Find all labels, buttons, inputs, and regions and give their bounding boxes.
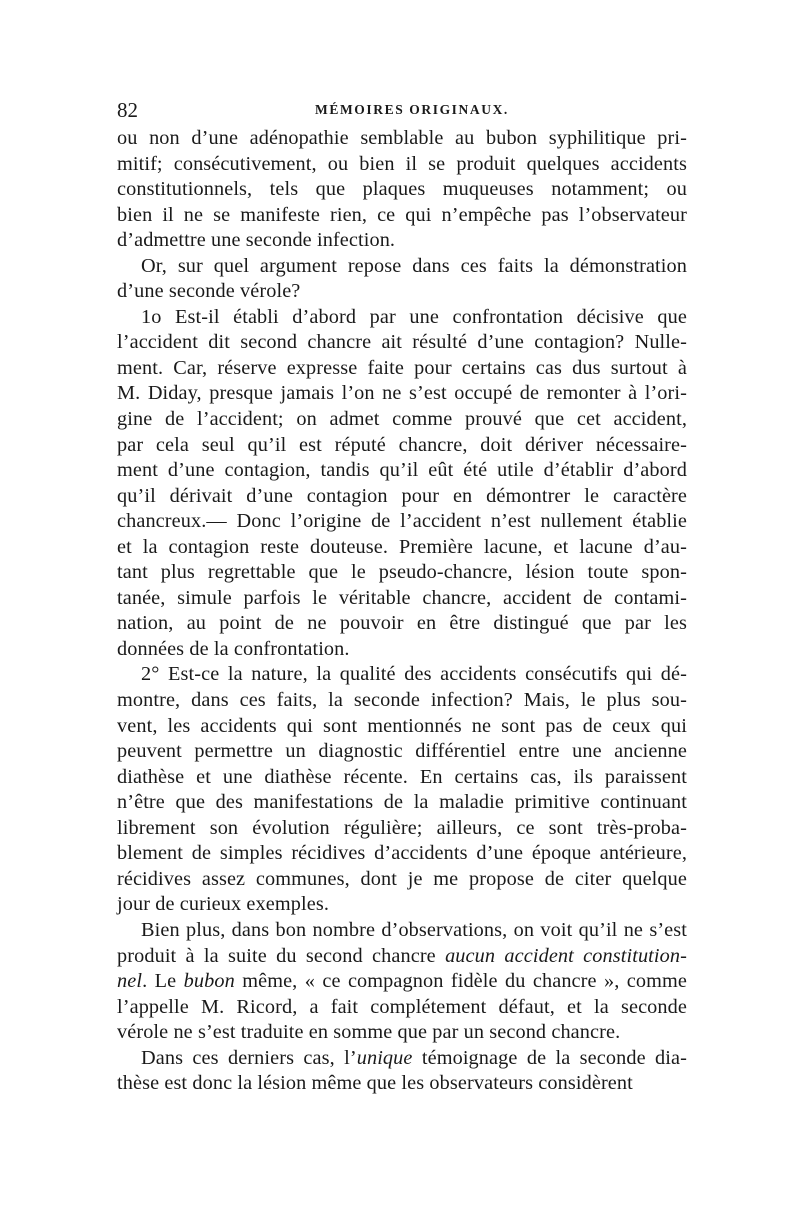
- text-line: [117, 918, 687, 944]
- text-line: [117, 867, 687, 893]
- text-line: [117, 739, 687, 765]
- text-span: jour de curieux exemples.: [117, 893, 329, 916]
- text-span: l’accident dit second chancre ait résulté d’une contagion? Nulle-: [117, 331, 687, 354]
- page-number: 82: [117, 98, 138, 122]
- text-line: [117, 969, 687, 995]
- text-line: [117, 688, 687, 714]
- text-line: [117, 484, 687, 510]
- text-line: [117, 509, 687, 535]
- running-title: MÉMOIRES ORIGINAUX.: [315, 102, 509, 117]
- body-text: [117, 126, 687, 1097]
- text-span: d’une seconde vérole?: [117, 280, 301, 303]
- text-span: et la contagion reste douteuse. Première lacune, et lacune d’au-: [117, 535, 687, 558]
- text-span: Or, sur quel argument repose dans ces faits la démonstration: [141, 254, 687, 277]
- text-line: [117, 841, 687, 867]
- text-line: [117, 662, 687, 688]
- text-span: librement son évolution régulière; ailleurs, ce sont très-proba-: [117, 816, 687, 839]
- text-line: [117, 790, 687, 816]
- text-line: [117, 1071, 687, 1097]
- text-span: nation, au point de ne pouvoir en être distingué que par les: [117, 612, 687, 635]
- text-span: blement de simples récidives d’accidents d’une époque antérieure,: [117, 842, 687, 865]
- text-line: [117, 433, 687, 459]
- text-span: ou non d’une adénopathie semblable au bubon syphilitique pri-: [117, 127, 687, 149]
- text-span: chancreux.— Donc l’origine de l’accident n’est nullement établie: [117, 510, 687, 533]
- text-span: tanée, simule parfois le véritable chancre, accident de contami-: [117, 586, 687, 609]
- text-span: thèse est donc la lésion même que les observateurs considèrent: [117, 1072, 633, 1095]
- text-span: montre, dans ces faits, la seconde infection? Mais, le plus sou-: [117, 689, 687, 712]
- text-line: [117, 714, 687, 740]
- text-span: l’appelle M. Ricord, a fait complétement défaut, et la seconde: [117, 995, 687, 1018]
- text-span: d’admettre une seconde infection.: [117, 229, 396, 252]
- page-header: [117, 98, 687, 122]
- italic-text-span: aucun accident constitution-: [445, 944, 687, 967]
- italic-text-span: nel: [117, 970, 143, 993]
- text-span: témoignage de la seconde dia-: [412, 1046, 687, 1069]
- text-line: [117, 177, 687, 203]
- text-line: [117, 203, 687, 229]
- text-line: [117, 254, 687, 280]
- text-line: [117, 228, 687, 254]
- text-line: [117, 381, 687, 407]
- text-span: constitutionnels, tels que plaques muqueuses notamment; ou: [117, 178, 687, 201]
- text-line: [117, 535, 687, 561]
- text-line: [117, 152, 687, 178]
- text-line: [117, 126, 687, 152]
- text-line: [117, 586, 687, 612]
- text-span: Dans ces derniers cas, l’: [141, 1046, 357, 1069]
- text-span: n’être que des manifestations de la maladie primitive continuant: [117, 791, 687, 814]
- text-span: 2° Est-ce la nature, la qualité des accidents consécutifs qui dé-: [141, 663, 687, 686]
- text-span: par cela seul qu’il est réputé chancre, doit dériver nécessaire-: [117, 433, 687, 456]
- text-line: [117, 611, 687, 637]
- text-span: peuvent permettre un diagnostic différentiel entre une ancienne: [117, 740, 687, 763]
- text-span: récidives assez communes, dont je me propose de citer quelque: [117, 867, 687, 890]
- text-span: vérole ne s’est traduite en somme que par un second chancre.: [117, 1021, 621, 1044]
- text-span: diathèse et une diathèse récente. En certains cas, ils paraissent: [117, 765, 687, 788]
- text-line: [117, 279, 687, 305]
- text-line: [117, 560, 687, 586]
- text-span: même, « ce compagnon fidèle du chancre », comme: [234, 970, 687, 993]
- text-line: [117, 1046, 687, 1072]
- text-line: [117, 995, 687, 1021]
- text-span: gine de l’accident; on admet comme prouvé que cet accident,: [117, 408, 687, 431]
- text-line: [117, 1020, 687, 1046]
- text-span: mitif; consécutivement, ou bien il se produit quelques accidents: [117, 152, 687, 175]
- text-span: 1o Est-il établi d’abord par une confrontation décisive que: [141, 305, 687, 328]
- text-span: . Le: [142, 970, 184, 993]
- italic-text-span: unique: [356, 1046, 413, 1069]
- text-span: M. Diday, presque jamais l’on ne s’est occupé de remonter à l’ori-: [117, 382, 687, 405]
- text-span: données de la confrontation.: [117, 637, 350, 660]
- text-span: tant plus regrettable que le pseudo-chancre, lésion toute spon-: [117, 561, 687, 584]
- text-span: ment. Car, réserve expresse faite pour certains cas dus surtout à: [117, 356, 687, 379]
- text-line: [117, 458, 687, 484]
- text-line: [117, 305, 687, 331]
- text-span: Bien plus, dans bon nombre d’observations, on voit qu’il ne s’est: [141, 918, 687, 941]
- text-line: [117, 356, 687, 382]
- text-span: produit à la suite du second chancre: [117, 944, 446, 967]
- text-line: [117, 944, 687, 970]
- text-line: [117, 816, 687, 842]
- text-line: [117, 330, 687, 356]
- text-span: bien il ne se manifeste rien, ce qui n’empêche pas l’observateur: [117, 203, 687, 226]
- italic-text-span: bubon: [183, 970, 235, 993]
- text-line: [117, 637, 687, 663]
- text-span: vent, les accidents qui sont mentionnés ne sont pas de ceux qui: [117, 714, 687, 737]
- text-span: ment d’une contagion, tandis qu’il eût été utile d’établir d’abord: [117, 459, 687, 482]
- text-line: [117, 892, 687, 918]
- text-line: [117, 765, 687, 791]
- text-span: qu’il dérivait d’une contagion pour en démontrer le caractère: [117, 484, 687, 507]
- text-line: [117, 407, 687, 433]
